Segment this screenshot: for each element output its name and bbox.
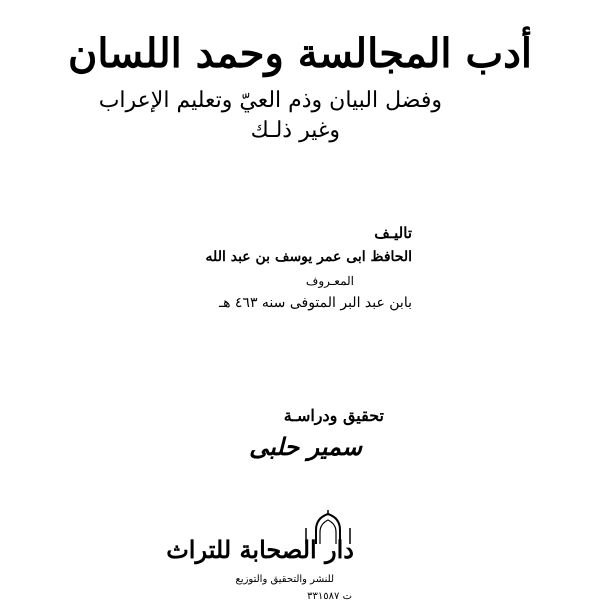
known-as-detail: بابن عبد البر المتوفى سنه ٤٦٣ هـ xyxy=(218,295,412,311)
publisher-name: دار الصحابة للتراث xyxy=(166,535,354,564)
publisher-tagline: للنشر والتحقيق والتوزيع xyxy=(235,574,334,585)
author-label: تاليـف xyxy=(374,224,412,242)
editor-name: سمير حلبى xyxy=(249,432,362,461)
known-as-label: المعـروف xyxy=(305,274,354,288)
author-name: الحافظ ابى عمر يوسف بن عبد الله xyxy=(205,249,412,265)
book-subtitle-line-2: وغير ذلـك xyxy=(250,118,340,143)
book-subtitle-line-1: وفضل البيان وذم العيّ وتعليم الإعراب xyxy=(98,88,442,113)
publisher-phone: ت ٣٣١٥٨٧ xyxy=(307,591,352,602)
book-title: أدب المجالسة وحمد اللسان xyxy=(67,30,533,77)
editing-label: تحقيق ودراسـة xyxy=(283,406,384,425)
